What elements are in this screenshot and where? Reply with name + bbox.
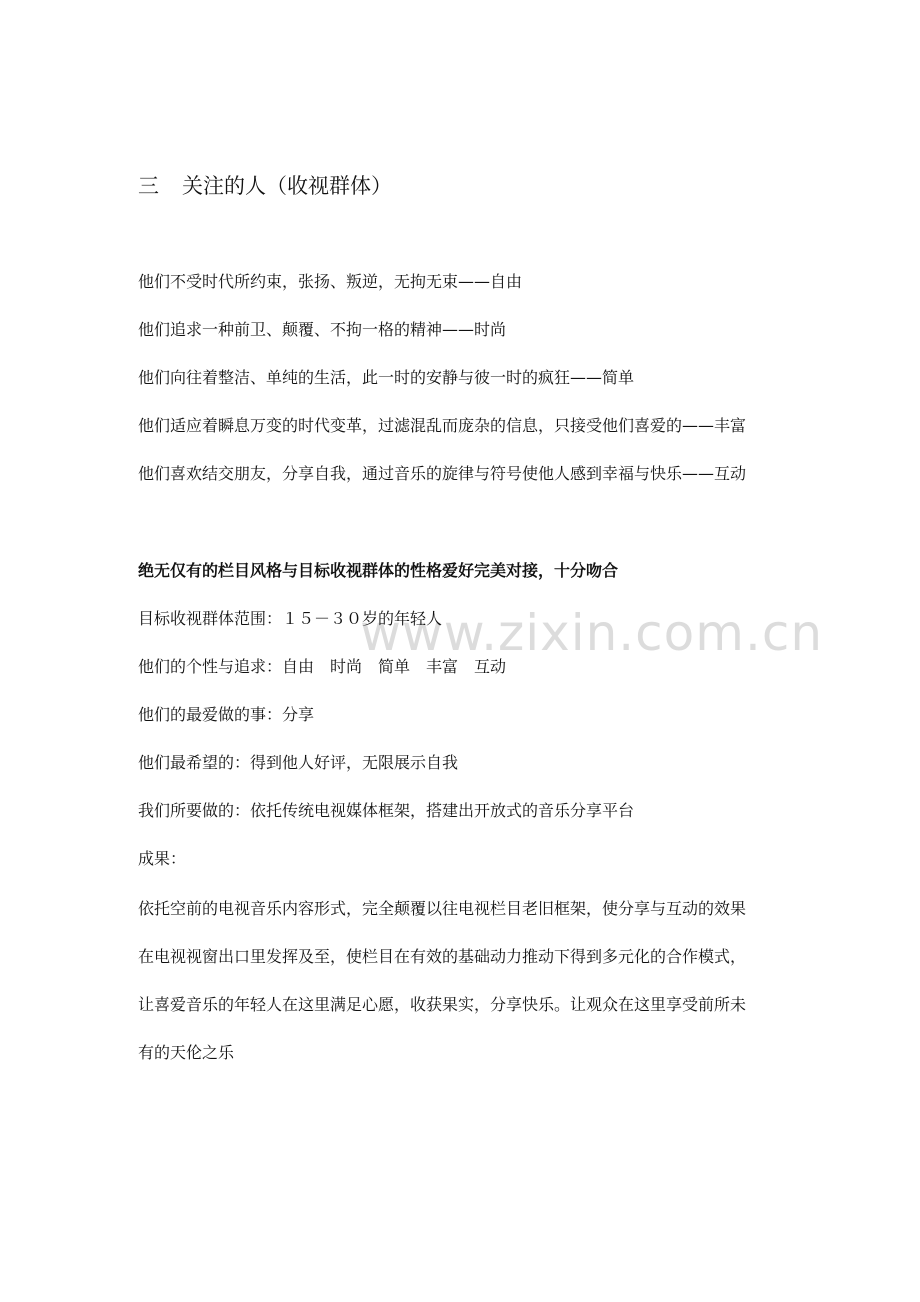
trait-line-interaction: 他们喜欢结交朋友，分享自我，通过音乐的旋律与符号使他人感到幸福与快乐——互动 <box>138 464 747 483</box>
watermark: www.zixin.com.cn <box>360 604 824 662</box>
result-paragraph-line: 在电视视窗出口里发挥及至，使栏目在有效的基础动力推动下得到多元化的合作模式， <box>138 947 747 966</box>
results-label: 成果： <box>138 849 187 868</box>
result-paragraph-line: 有的天伦之乐 <box>138 1043 235 1062</box>
section-title: 关注的人（收视群体） <box>182 174 392 198</box>
personality-pursuit: 他们的个性与追求：自由 时尚 简单 丰富 互动 <box>138 657 507 676</box>
favorite-activity: 他们的最爱做的事：分享 <box>138 705 315 724</box>
section-heading <box>138 170 392 202</box>
result-paragraph-line: 让喜爱音乐的年轻人在这里满足心愿，收获果实，分享快乐。让观众在这里享受前所未 <box>138 995 747 1014</box>
trait-line-freedom: 他们不受时代所约束，张扬、叛逆，无拘无束——自由 <box>138 272 523 291</box>
section-number: 三 <box>138 174 159 198</box>
summary-bold-line: 绝无仅有的栏目风格与目标收视群体的性格爱好完美对接，十分吻合 <box>138 561 619 580</box>
trait-line-simple: 他们向往着整洁、单纯的生活，此一时的安静与彼一时的疯狂——简单 <box>138 368 635 387</box>
trait-line-fashion: 他们追求一种前卫、颠覆、不拘一格的精神——时尚 <box>138 320 507 339</box>
greatest-wish: 他们最希望的：得到他人好评，无限展示自我 <box>138 753 459 772</box>
our-task: 我们所要做的：依托传统电视媒体框架，搭建出开放式的音乐分享平台 <box>138 801 635 820</box>
trait-line-rich: 他们适应着瞬息万变的时代变革，过滤混乱而庞杂的信息，只接受他们喜爱的——丰富 <box>138 416 747 435</box>
result-paragraph-line: 依托空前的电视音乐内容形式，完全颠覆以往电视栏目老旧框架，使分享与互动的效果 <box>138 899 747 918</box>
target-audience-range: 目标收视群体范围：１５－３０岁的年轻人 <box>138 609 443 628</box>
